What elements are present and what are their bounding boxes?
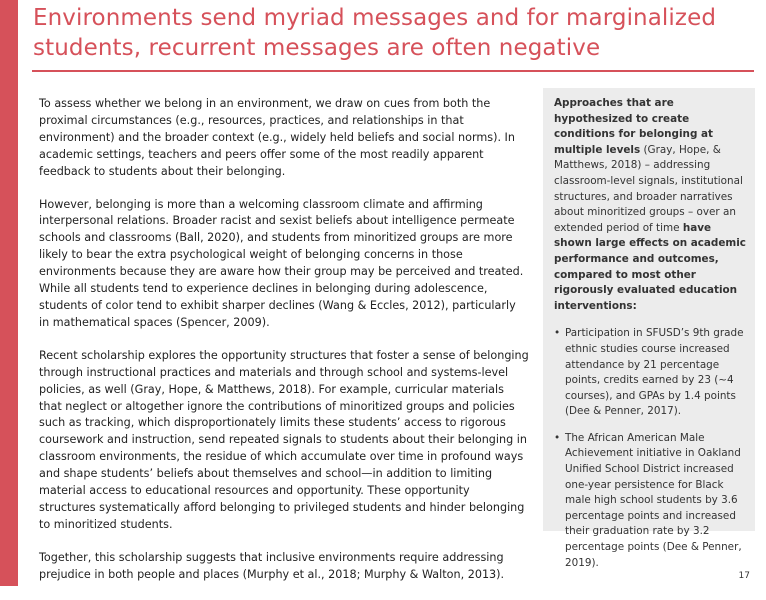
sidebar-bullet-text-2: The African American Male Achievement initiative in Oakland Unified School District increased one-year persistence for Black male high school students by 3.6 percentage points and increased their graduation rate by 3.2 percentage points (Dee & Penner, 2019). [565, 431, 742, 569]
sidebar-intro-bold-2: have shown large effects on academic performance and outcomes, compared to most other rigorously evaluated education interventions: [554, 221, 746, 312]
main-paragraph-1: To assess whether we belong in an environment, we draw on cues from both the proximal circumstances (e.g., resources, practices, and relationships in that environment) and the broader context (e.g., widely held beliefs and social norms). In academic settings, teachers and peers offer some of the most readily apparent feedback to students about their belonging. [39, 97, 515, 178]
main-paragraph-2: However, belonging is more than a welcoming classroom climate and affirming interpersonal relations. Broader racist and sexist beliefs about intelligence permeate schools and classrooms (Ball, 2020), and students from minoritized groups are more likely to bear the extra psychological weight of belonging concerns in those environments because they are aware how their group may be perceived and treated. While all students tend to experience declines in belonging during adolescence, students of color tend to exhibit sharper declines (Wang & Eccles, 2012), particularly in mathematical spaces (Spencer, 2009). [39, 197, 524, 329]
accent-bar [0, 0, 18, 586]
title-divider [32, 70, 754, 72]
sidebar-content [554, 96, 746, 582]
bullet-icon: • [554, 327, 561, 340]
main-paragraph-3: Recent scholarship explores the opportunity structures that foster a sense of belonging through instructional practices and materials and through school and systems-level policies, as well (Gray, Hope, & Matthews, 2018). For example, curricular materials that neglect or altogether ignore the contributions of minoritized groups and policies such as tracking, which disproportionately limits these students’ access to rigorous coursework and instruction, send repeated signals to students about their belonging in classroom environments, the residue of which accumulate over time in profound ways and shape students’ beliefs about themselves and school—in addition to limiting material access to educational resources and opportunity. These opportunity structures systematically afford belonging to privileged students and hinder belonging to minoritized students. [39, 348, 529, 531]
main-text-column [39, 96, 529, 600]
main-paragraph-4: Together, this scholarship suggests that inclusive environments require addressing prejudice in both people and places (Murphy et al., 2018; Murphy & Walton, 2013). [39, 550, 505, 581]
sidebar-bullet-text-1: Participation in SFUSD’s 9th grade ethnic studies course increased attendance by 21 percentage points, credits earned by 23 (~4 courses), and GPAs by 1.4 points (Dee & Penner, 2017). [565, 327, 744, 418]
sidebar-bullet-1 [554, 326, 746, 420]
page-title: Environments send myriad messages and for marginalized students, recurrent messages are often negative [33, 5, 717, 61]
page-number: 17 [738, 571, 750, 581]
sidebar-callout [543, 88, 755, 569]
sidebar-intro [554, 96, 746, 314]
bullet-icon: • [554, 431, 561, 444]
sidebar-intro-text-1: (Gray, Hope, & Matthews, 2018) – addressing classroom-level signals, institutional structures, and broader narratives about minoritized groups – over an extended period of time [554, 143, 743, 234]
sidebar-bullet-2 [554, 431, 746, 571]
sidebar-intro-bold-1: Approaches that are hypothesized to create conditions for belonging at multiple levels [554, 97, 713, 156]
